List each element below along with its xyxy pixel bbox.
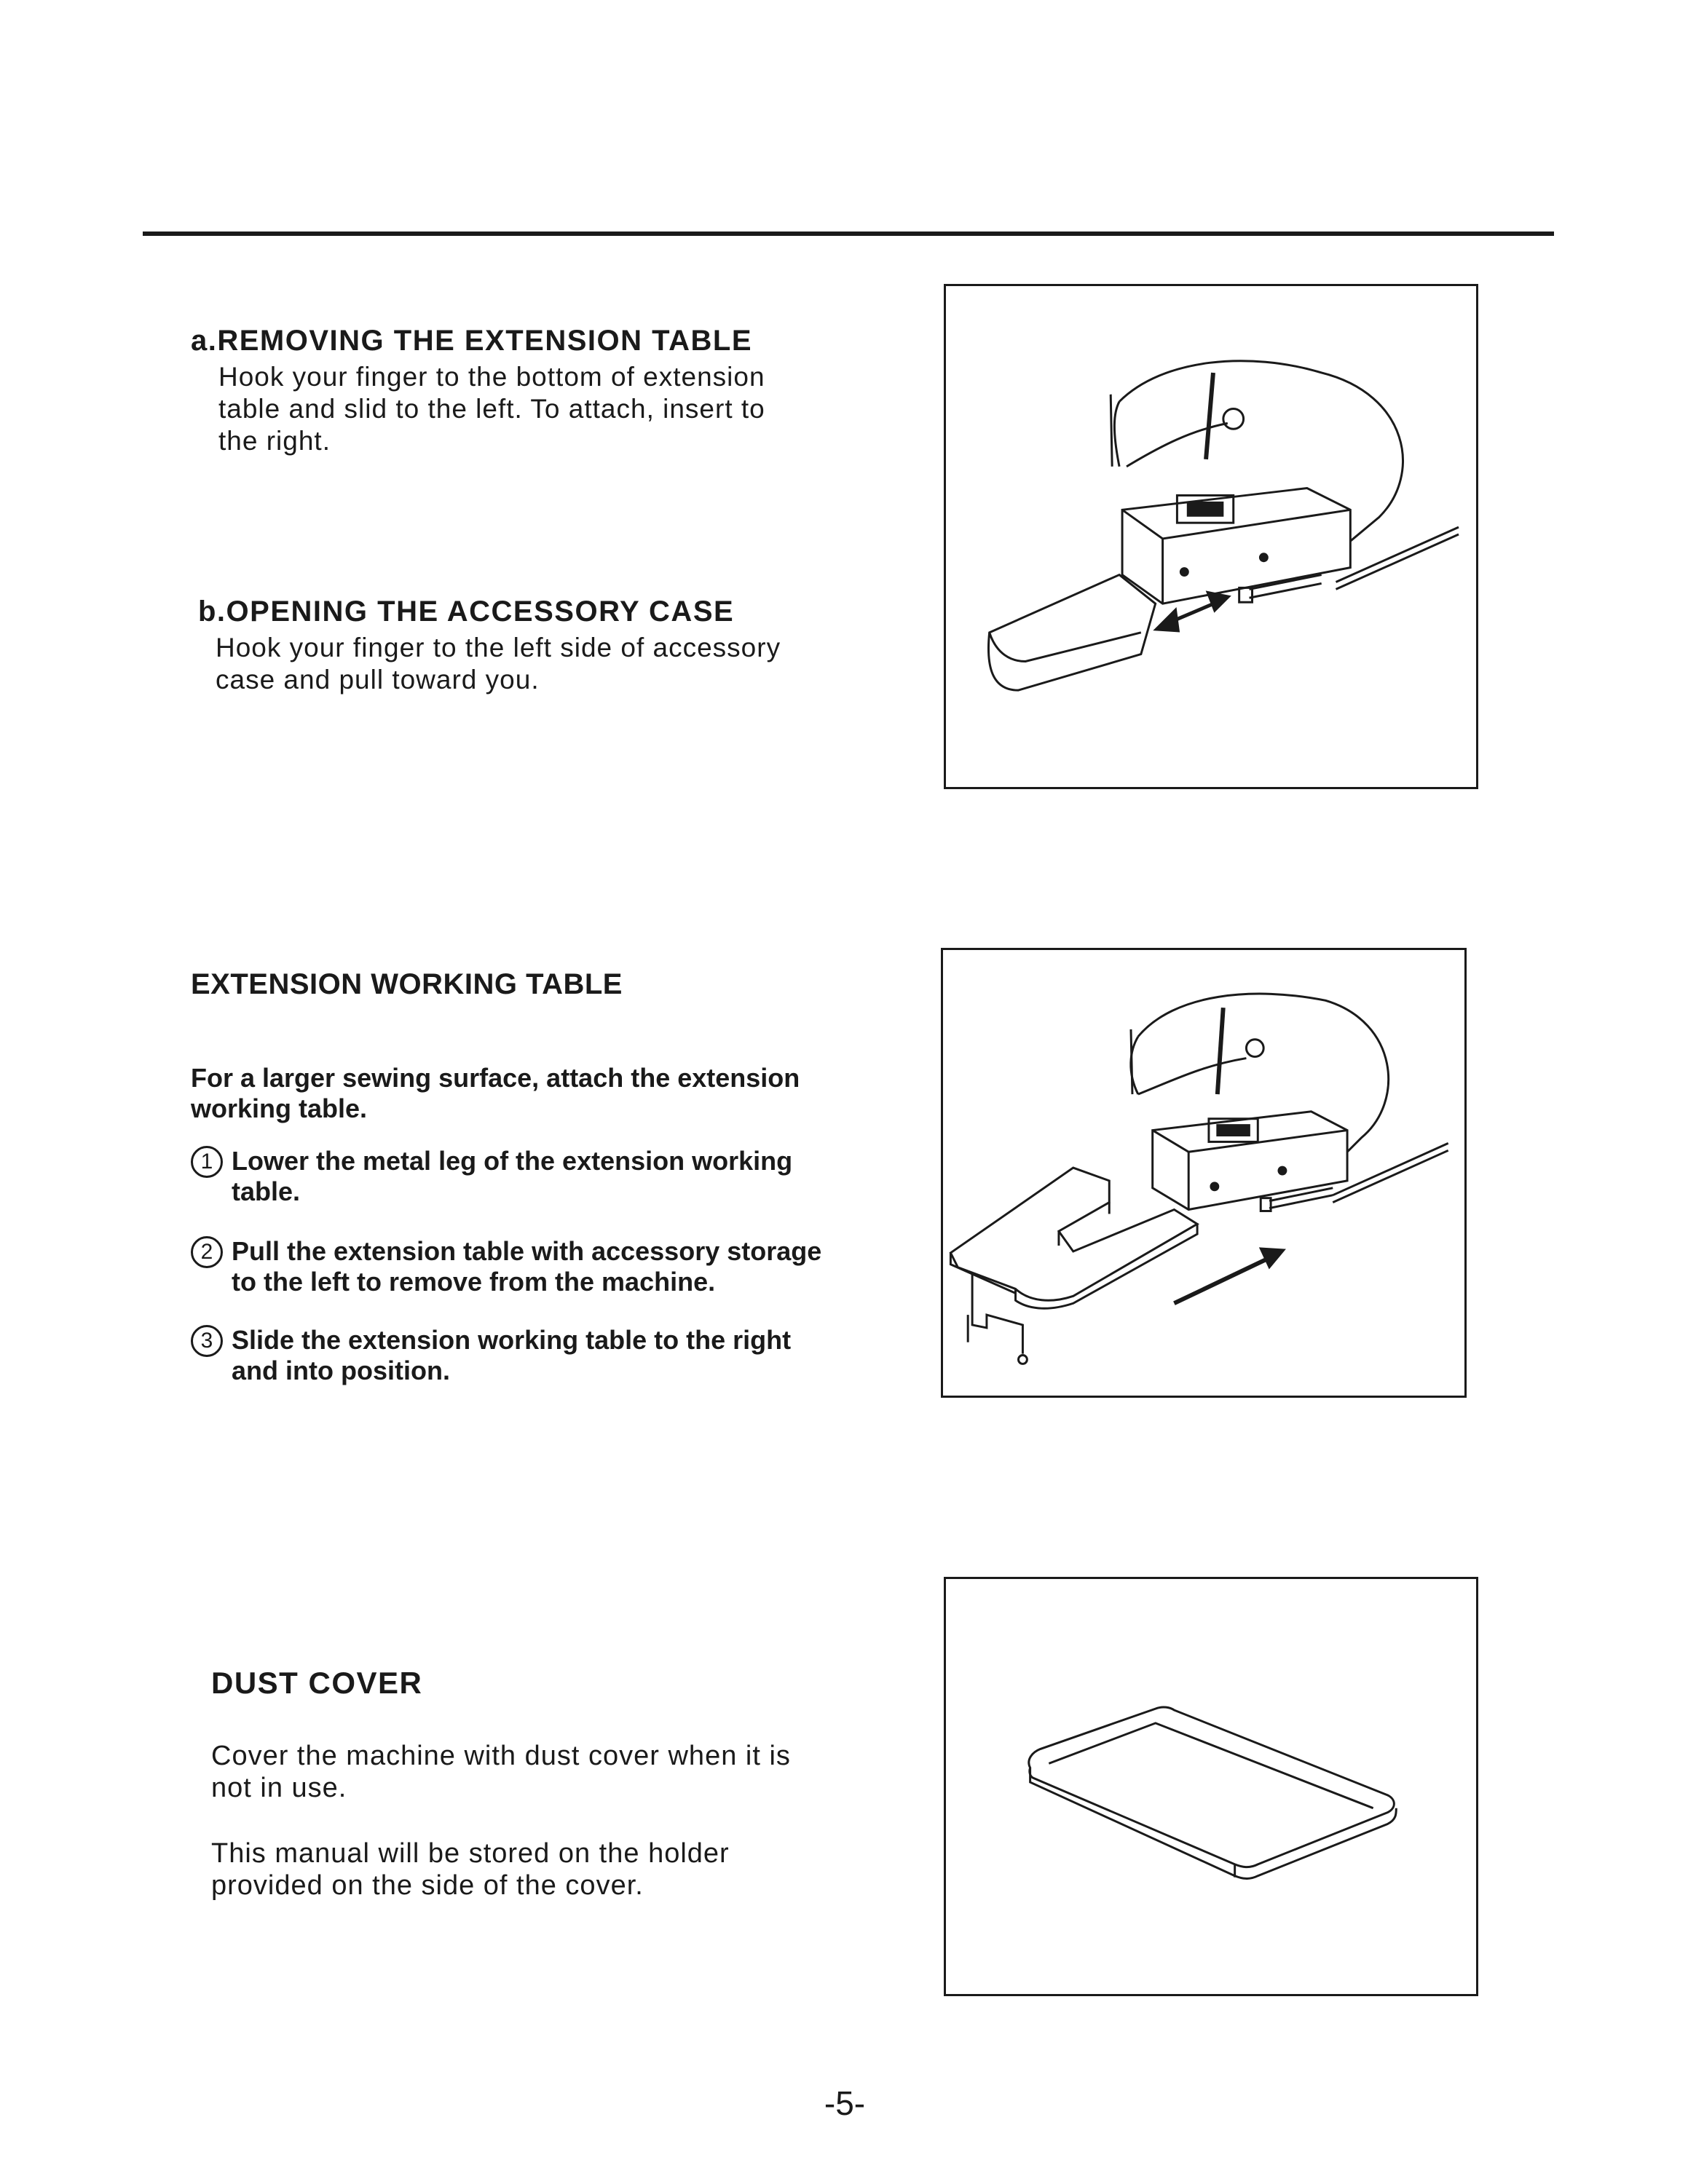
dust-cover-illustration bbox=[946, 1579, 1476, 1994]
dust-cover-paragraph-1 bbox=[211, 1740, 791, 1804]
text-line: table and slid to the left. To attach, insert to bbox=[218, 394, 765, 424]
extension-table-illustration bbox=[943, 950, 1464, 1396]
removing-extension-table-text bbox=[218, 361, 765, 457]
step-number-badge: 3 bbox=[191, 1325, 223, 1357]
step-number-badge: 2 bbox=[191, 1236, 223, 1268]
heading-dust-cover: DUST COVER bbox=[211, 1666, 423, 1700]
text-line: case and pull toward you. bbox=[216, 665, 540, 695]
step-number-badge: 1 bbox=[191, 1146, 223, 1178]
text-line: provided on the side of the cover. bbox=[211, 1870, 644, 1901]
text-line: not in use. bbox=[211, 1773, 347, 1803]
step-1 bbox=[191, 1146, 861, 1207]
step-text-line: to the left to remove from the machine. bbox=[232, 1267, 716, 1297]
heading-extension-working-table: EXTENSION WORKING TABLE bbox=[191, 968, 623, 1000]
dust-cover-paragraph-2 bbox=[211, 1837, 730, 1902]
text-line: the right. bbox=[218, 426, 331, 456]
text-line: Hook your finger to the left side of accessory bbox=[216, 633, 781, 662]
heading-removing-extension-table: a.REMOVING THE EXTENSION TABLE bbox=[191, 325, 752, 357]
text-line: This manual will be stored on the holder bbox=[211, 1838, 730, 1869]
extension-table-intro bbox=[191, 1063, 800, 1124]
step-text-line: and into position. bbox=[232, 1356, 450, 1385]
text-line: Hook your finger to the bottom of extension bbox=[218, 362, 765, 392]
step-text-line: Slide the extension working table to the right bbox=[232, 1325, 792, 1355]
text-line: For a larger sewing surface, attach the extension bbox=[191, 1063, 800, 1093]
figure-dust-cover bbox=[944, 1577, 1478, 1996]
step-2 bbox=[191, 1236, 861, 1297]
figure-removing-extension-table bbox=[944, 284, 1478, 789]
text-line: Cover the machine with dust cover when it is bbox=[211, 1741, 791, 1771]
step-text-line: Pull the extension table with accessory storage bbox=[232, 1236, 822, 1266]
machine-free-arm-illustration bbox=[946, 286, 1476, 787]
step-text-line: Lower the metal leg of the extension working bbox=[232, 1146, 793, 1176]
text-line: working table. bbox=[191, 1093, 368, 1123]
step-text-line: table. bbox=[232, 1176, 301, 1206]
page-number: -5- bbox=[824, 2084, 866, 2122]
top-rule bbox=[143, 232, 1554, 236]
figure-extension-working-table bbox=[941, 948, 1467, 1398]
step-3 bbox=[191, 1325, 861, 1386]
heading-opening-accessory-case: b.OPENING THE ACCESSORY CASE bbox=[198, 596, 735, 628]
opening-accessory-case-text bbox=[216, 632, 781, 696]
